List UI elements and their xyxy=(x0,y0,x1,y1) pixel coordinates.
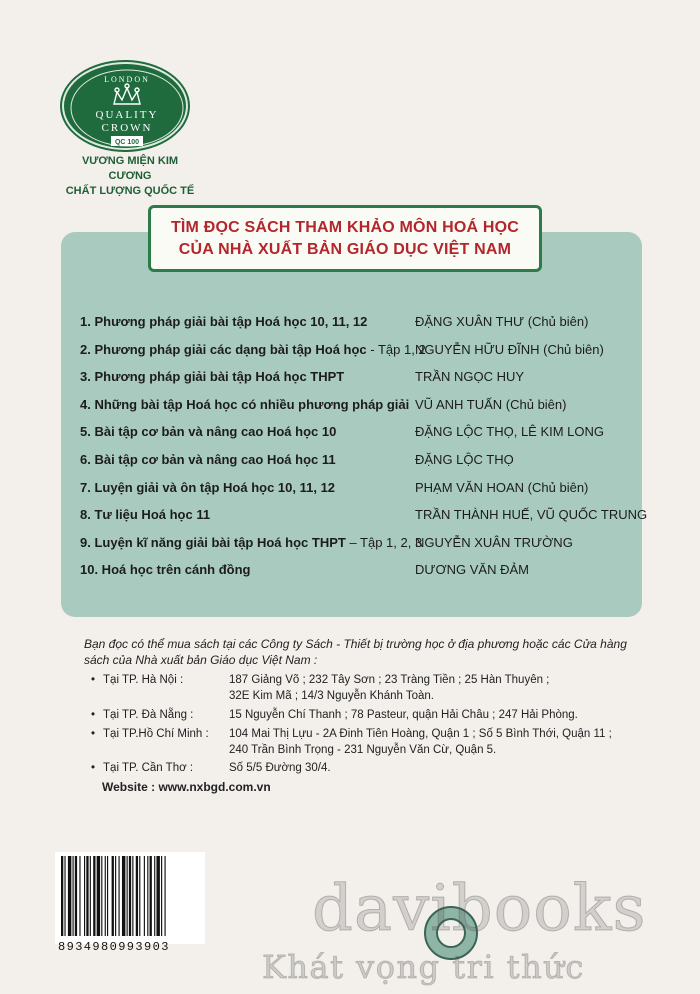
book-author: VŨ ANH TUẤN (Chủ biên) xyxy=(415,396,567,412)
book-title: 7. Luyện giải và ôn tập Hoá học 10, 11, 12 xyxy=(80,479,336,495)
purchase-intro: Bạn đọc có thể mua sách tại các Công ty Sách - Thiết bị trường học ở địa phương hoặc các Cửa hàng sách của Nhà xuất bản Giáo dục Việt Nam : xyxy=(84,637,627,667)
book-author: NGUYỄN HỮU ĐĨNH (Chủ biên) xyxy=(415,341,604,357)
book-row-10 xyxy=(80,560,640,588)
logo-caption-line1: VƯƠNG MIỆN KIM CƯƠNG xyxy=(81,155,179,182)
book-author: ĐẶNG XUÂN THƯ (Chủ biên) xyxy=(415,314,589,329)
book-row-1 xyxy=(80,312,640,340)
book-title: 10. Hoá học trên cánh đồng xyxy=(80,562,251,578)
address-line: 32E Kim Mã ; 14/3 Nguyễn Khánh Toàn. xyxy=(229,690,435,702)
logo-line2: CROWN xyxy=(101,122,153,134)
barcode-number: 8934980993903 xyxy=(58,940,170,954)
barcode-bars xyxy=(55,852,205,938)
book-author: ĐẶNG LỘC THỌ, LÊ KIM LONG xyxy=(415,424,605,440)
book-row-9 xyxy=(80,533,640,561)
address-city: • Tại TP. Hà Nội : xyxy=(91,672,183,688)
book-list xyxy=(80,312,648,588)
book-title: 4. Những bài tập Hoá học có nhiều phương pháp giải xyxy=(80,396,410,412)
book-author: TRẦN THÀNH HUẾ, VŨ QUỐC TRUNG xyxy=(415,507,648,523)
book-title: 5. Bài tập cơ bản và nâng cao Hoá học 10 xyxy=(80,424,337,440)
book-title: 3. Phương pháp giải bài tập Hoá học THPT xyxy=(80,369,345,385)
book-row-4 xyxy=(80,395,640,423)
book-title: 8. Tư liệu Hoá học 11 xyxy=(80,507,211,523)
book-row-8 xyxy=(80,505,648,533)
book-author: PHẠM VĂN HOAN (Chủ biên) xyxy=(415,479,589,495)
book-title: 1. Phương pháp giải bài tập Hoá học 10, 11, 12 xyxy=(80,314,368,329)
heading-line2: CỦA NHÀ XUẤT BẢN GIÁO DỤC VIỆT NAM xyxy=(178,241,512,258)
heading-line1: TÌM ĐỌC SÁCH THAM KHẢO MÔN HOÁ HỌC xyxy=(170,219,520,236)
address-city: • Tại TP.Hồ Chí Minh : xyxy=(91,726,209,742)
address-line: 187 Giảng Võ ; 232 Tây Sơn ; 23 Tràng Tiền ; 25 Hàn Thuyên ; xyxy=(229,674,550,686)
book-author: ĐẶNG LỘC THỌ xyxy=(415,451,514,467)
book-author: TRẦN NGỌC HUY xyxy=(415,369,525,385)
logo-top-text: LONDON xyxy=(104,75,150,84)
crown-icon xyxy=(64,64,190,152)
book-row-3 xyxy=(80,367,640,395)
book-title: 2. Phương pháp giải các dạng bài tập Hoá học - Tập 1, 2 xyxy=(80,341,426,357)
book-row-7 xyxy=(80,478,640,506)
logo-line1: QUALITY xyxy=(95,109,159,121)
watermark-brand: davibooks xyxy=(312,872,647,946)
book-author: DƯƠNG VĂN ĐẢM xyxy=(415,562,529,578)
barcode xyxy=(55,852,205,944)
book-row-5 xyxy=(80,422,640,450)
website-link[interactable]: Website : www.nxbgd.com.vn xyxy=(102,780,271,794)
address-line: 15 Nguyễn Chí Thanh ; 78 Pasteur, quận Hải Châu ; 247 Hải Phòng. xyxy=(229,709,578,721)
logo-caption-line2: CHẤT LƯỢNG QUỐC TẾ xyxy=(65,185,195,197)
address-city: • Tại TP. Cần Thơ : xyxy=(91,760,193,776)
watermark-tagline: Khát vọng tri thức xyxy=(262,948,585,986)
book-title: 6. Bài tập cơ bản và nâng cao Hoá học 11 xyxy=(80,451,336,467)
address-city: • Tại TP. Đà Nẵng : xyxy=(91,707,193,723)
address-line: 104 Mai Thị Lựu - 2A Đinh Tiên Hoàng, Quận 1 ; Số 5 Bình Thới, Quận 11 ; xyxy=(229,728,612,740)
address-line: 240 Trần Bình Trọng - 231 Nguyễn Văn Cừ, Quận 5. xyxy=(229,744,497,756)
book-title: 9. Luyện kĩ năng giải bài tập Hoá học THPT – Tập 1, 2, 3 xyxy=(80,534,423,550)
book-row-2 xyxy=(80,340,640,368)
quality-crown-logo xyxy=(62,62,188,150)
heading-box xyxy=(148,205,542,272)
book-row-6 xyxy=(80,450,640,478)
logo-caption xyxy=(60,154,200,199)
address-line: Số 5/5 Đường 30/4. xyxy=(229,762,331,774)
logo-code: QC 100 xyxy=(114,139,140,146)
book-author: NGUYỄN XUÂN TRƯỜNG xyxy=(415,534,573,550)
